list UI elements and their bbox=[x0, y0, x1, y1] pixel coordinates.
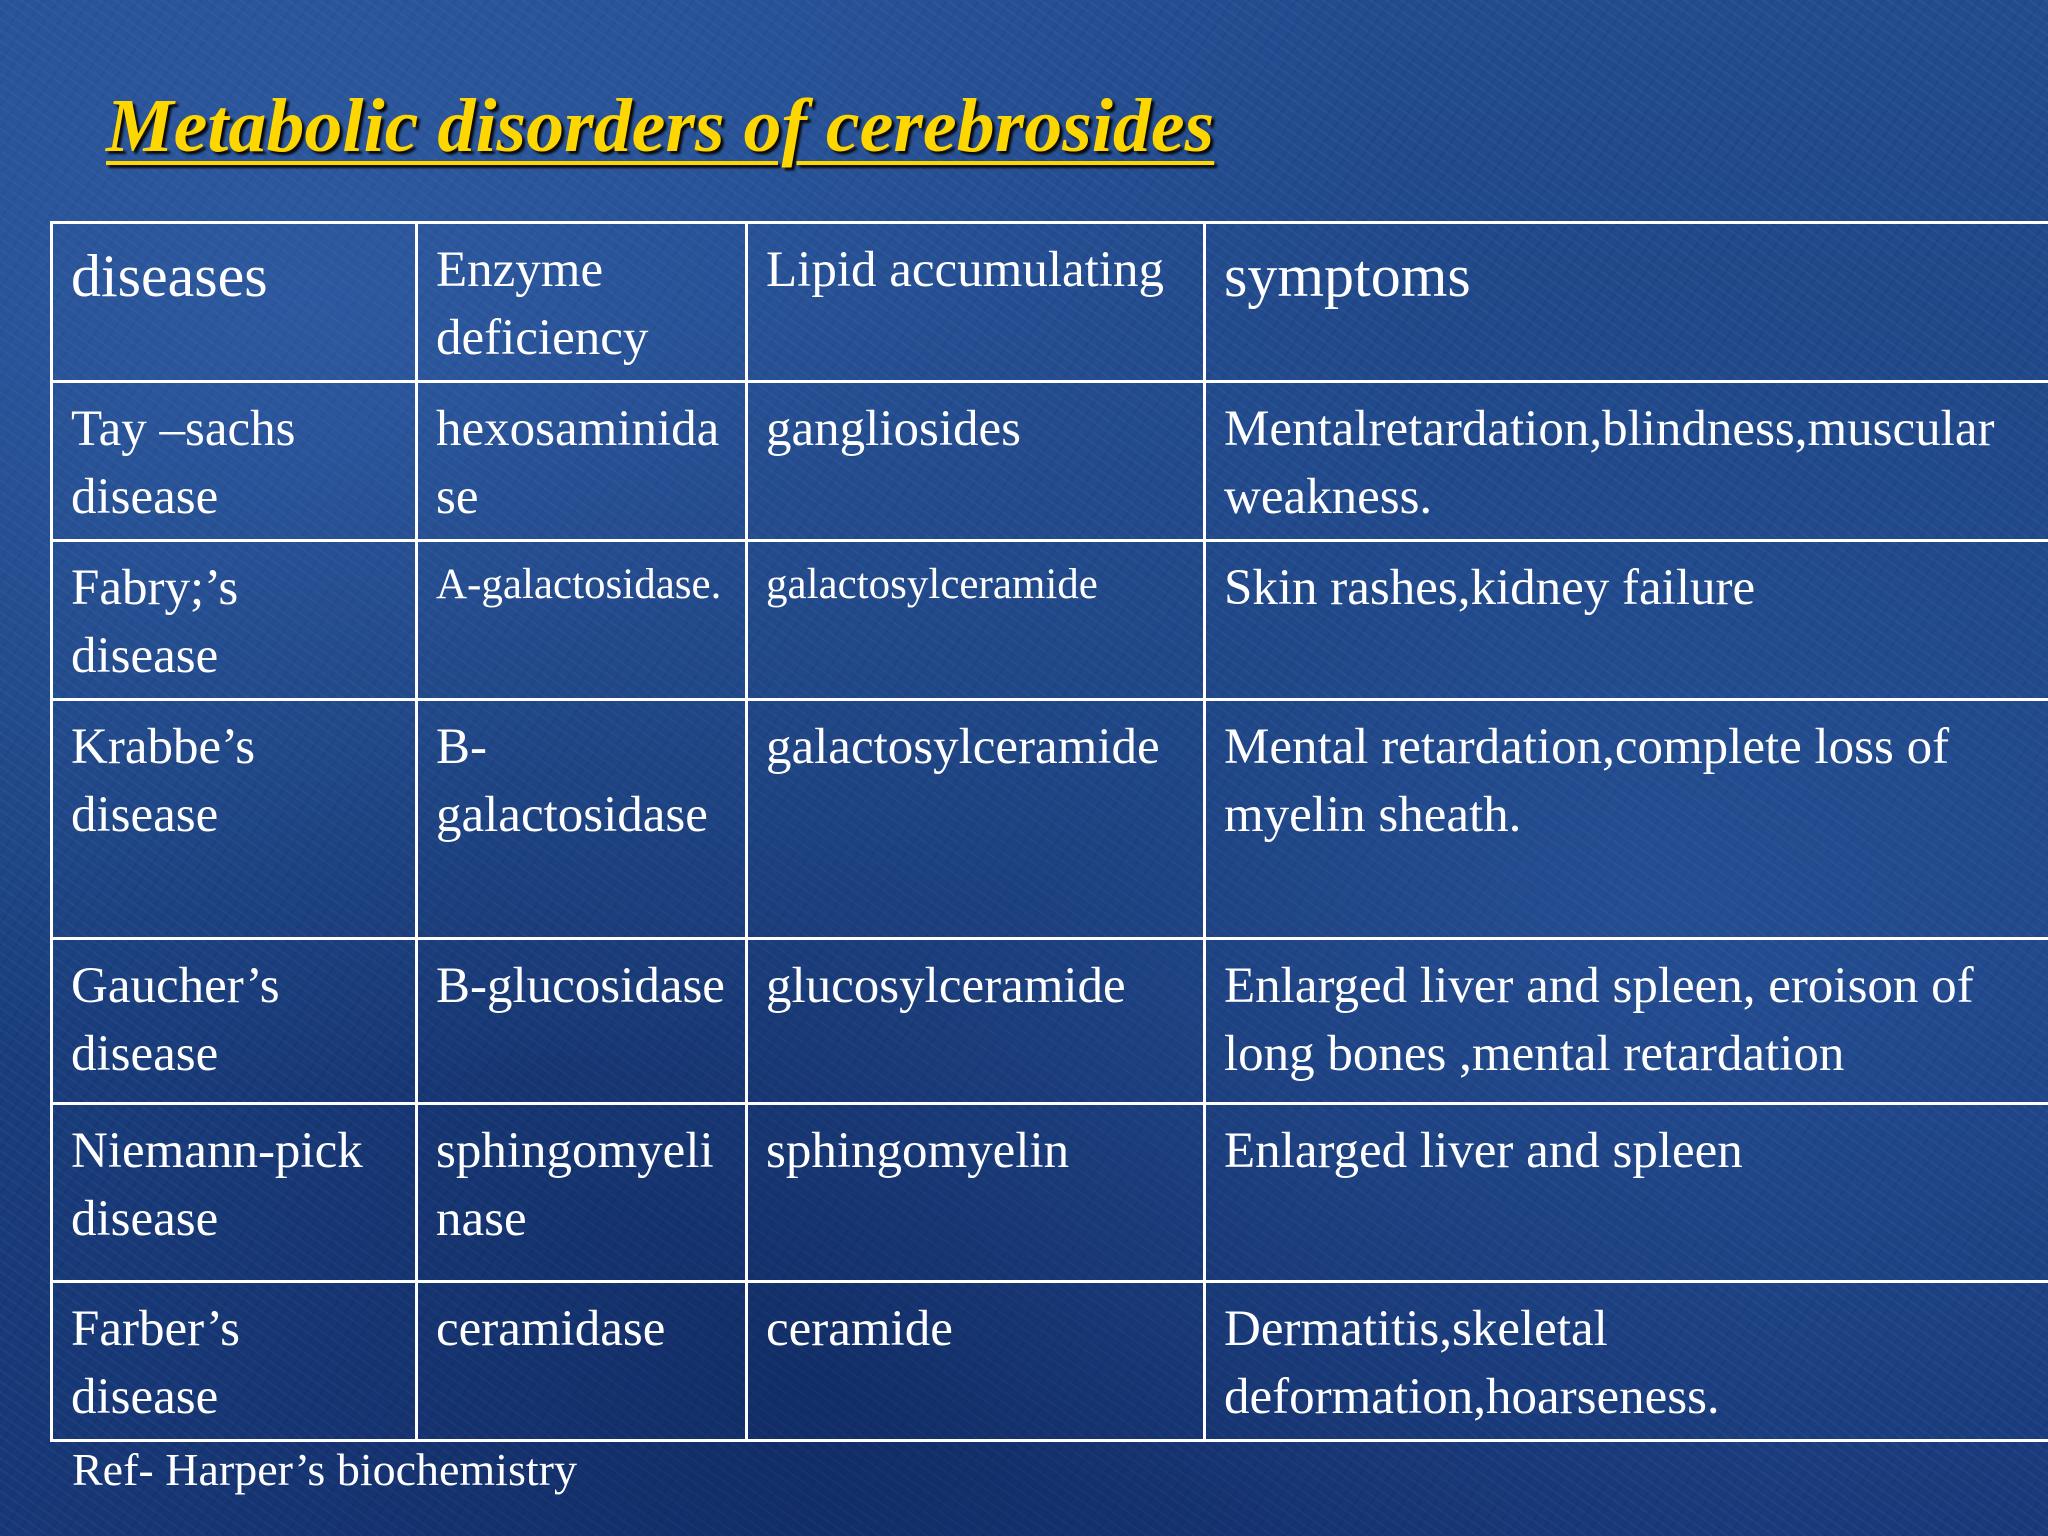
disease-cell: Gaucher’s disease bbox=[52, 939, 417, 1104]
enzyme-cell: A-galactosidase. bbox=[417, 541, 747, 700]
symptoms-cell: Skin rashes,kidney failure bbox=[1205, 541, 2048, 700]
lipid-cell: ceramide bbox=[747, 1282, 1205, 1441]
disease-cell: Farber’s disease bbox=[52, 1282, 417, 1441]
table-row bbox=[52, 1104, 2048, 1282]
lipid-cell: sphingomyelin bbox=[747, 1104, 1205, 1282]
disorders-table bbox=[50, 221, 2048, 1442]
symptoms-cell: Dermatitis,skeletal deformation,hoarseness. bbox=[1205, 1282, 2048, 1441]
reference-note: Ref- Harper’s biochemistry bbox=[72, 1444, 577, 1495]
disease-cell: Niemann-pick disease bbox=[52, 1104, 417, 1282]
enzyme-cell: B-glucosidase bbox=[417, 939, 747, 1104]
disease-cell: Krabbe’s disease bbox=[52, 700, 417, 939]
lipid-cell: glucosylceramide bbox=[747, 939, 1205, 1104]
table-row bbox=[52, 382, 2048, 541]
table-row bbox=[52, 541, 2048, 700]
lipid-cell: galactosylceramide bbox=[747, 700, 1205, 939]
header-lipid-accumulating: Lipid accumulating bbox=[747, 223, 1205, 382]
enzyme-cell: sphingomyelinase bbox=[417, 1104, 747, 1282]
symptoms-cell: Enlarged liver and spleen bbox=[1205, 1104, 2048, 1282]
header-enzyme-deficiency: Enzyme deficiency bbox=[417, 223, 747, 382]
symptoms-cell: Enlarged liver and spleen, eroison of long bones ,mental retardation bbox=[1205, 939, 2048, 1104]
disease-cell: Tay –sachs disease bbox=[52, 382, 417, 541]
lipid-cell: gangliosides bbox=[747, 382, 1205, 541]
table-row bbox=[52, 700, 2048, 939]
symptoms-cell: Mental retardation,complete loss of myelin sheath. bbox=[1205, 700, 2048, 939]
disease-cell: Fabry;’s disease bbox=[52, 541, 417, 700]
slide-title: Metabolic disorders of cerebrosides bbox=[106, 84, 1215, 168]
table-row bbox=[52, 1282, 2048, 1441]
header-symptoms: symptoms bbox=[1205, 223, 2048, 382]
symptoms-cell: Mentalretardation,blindness,muscular weakness. bbox=[1205, 382, 2048, 541]
table-row bbox=[52, 939, 2048, 1104]
lipid-cell: galactosylceramide bbox=[747, 541, 1205, 700]
header-diseases: diseases bbox=[52, 223, 417, 382]
enzyme-cell: hexosaminidase bbox=[417, 382, 747, 541]
table-header-row bbox=[52, 223, 2048, 382]
enzyme-cell: B-galactosidase bbox=[417, 700, 747, 939]
enzyme-cell: ceramidase bbox=[417, 1282, 747, 1441]
